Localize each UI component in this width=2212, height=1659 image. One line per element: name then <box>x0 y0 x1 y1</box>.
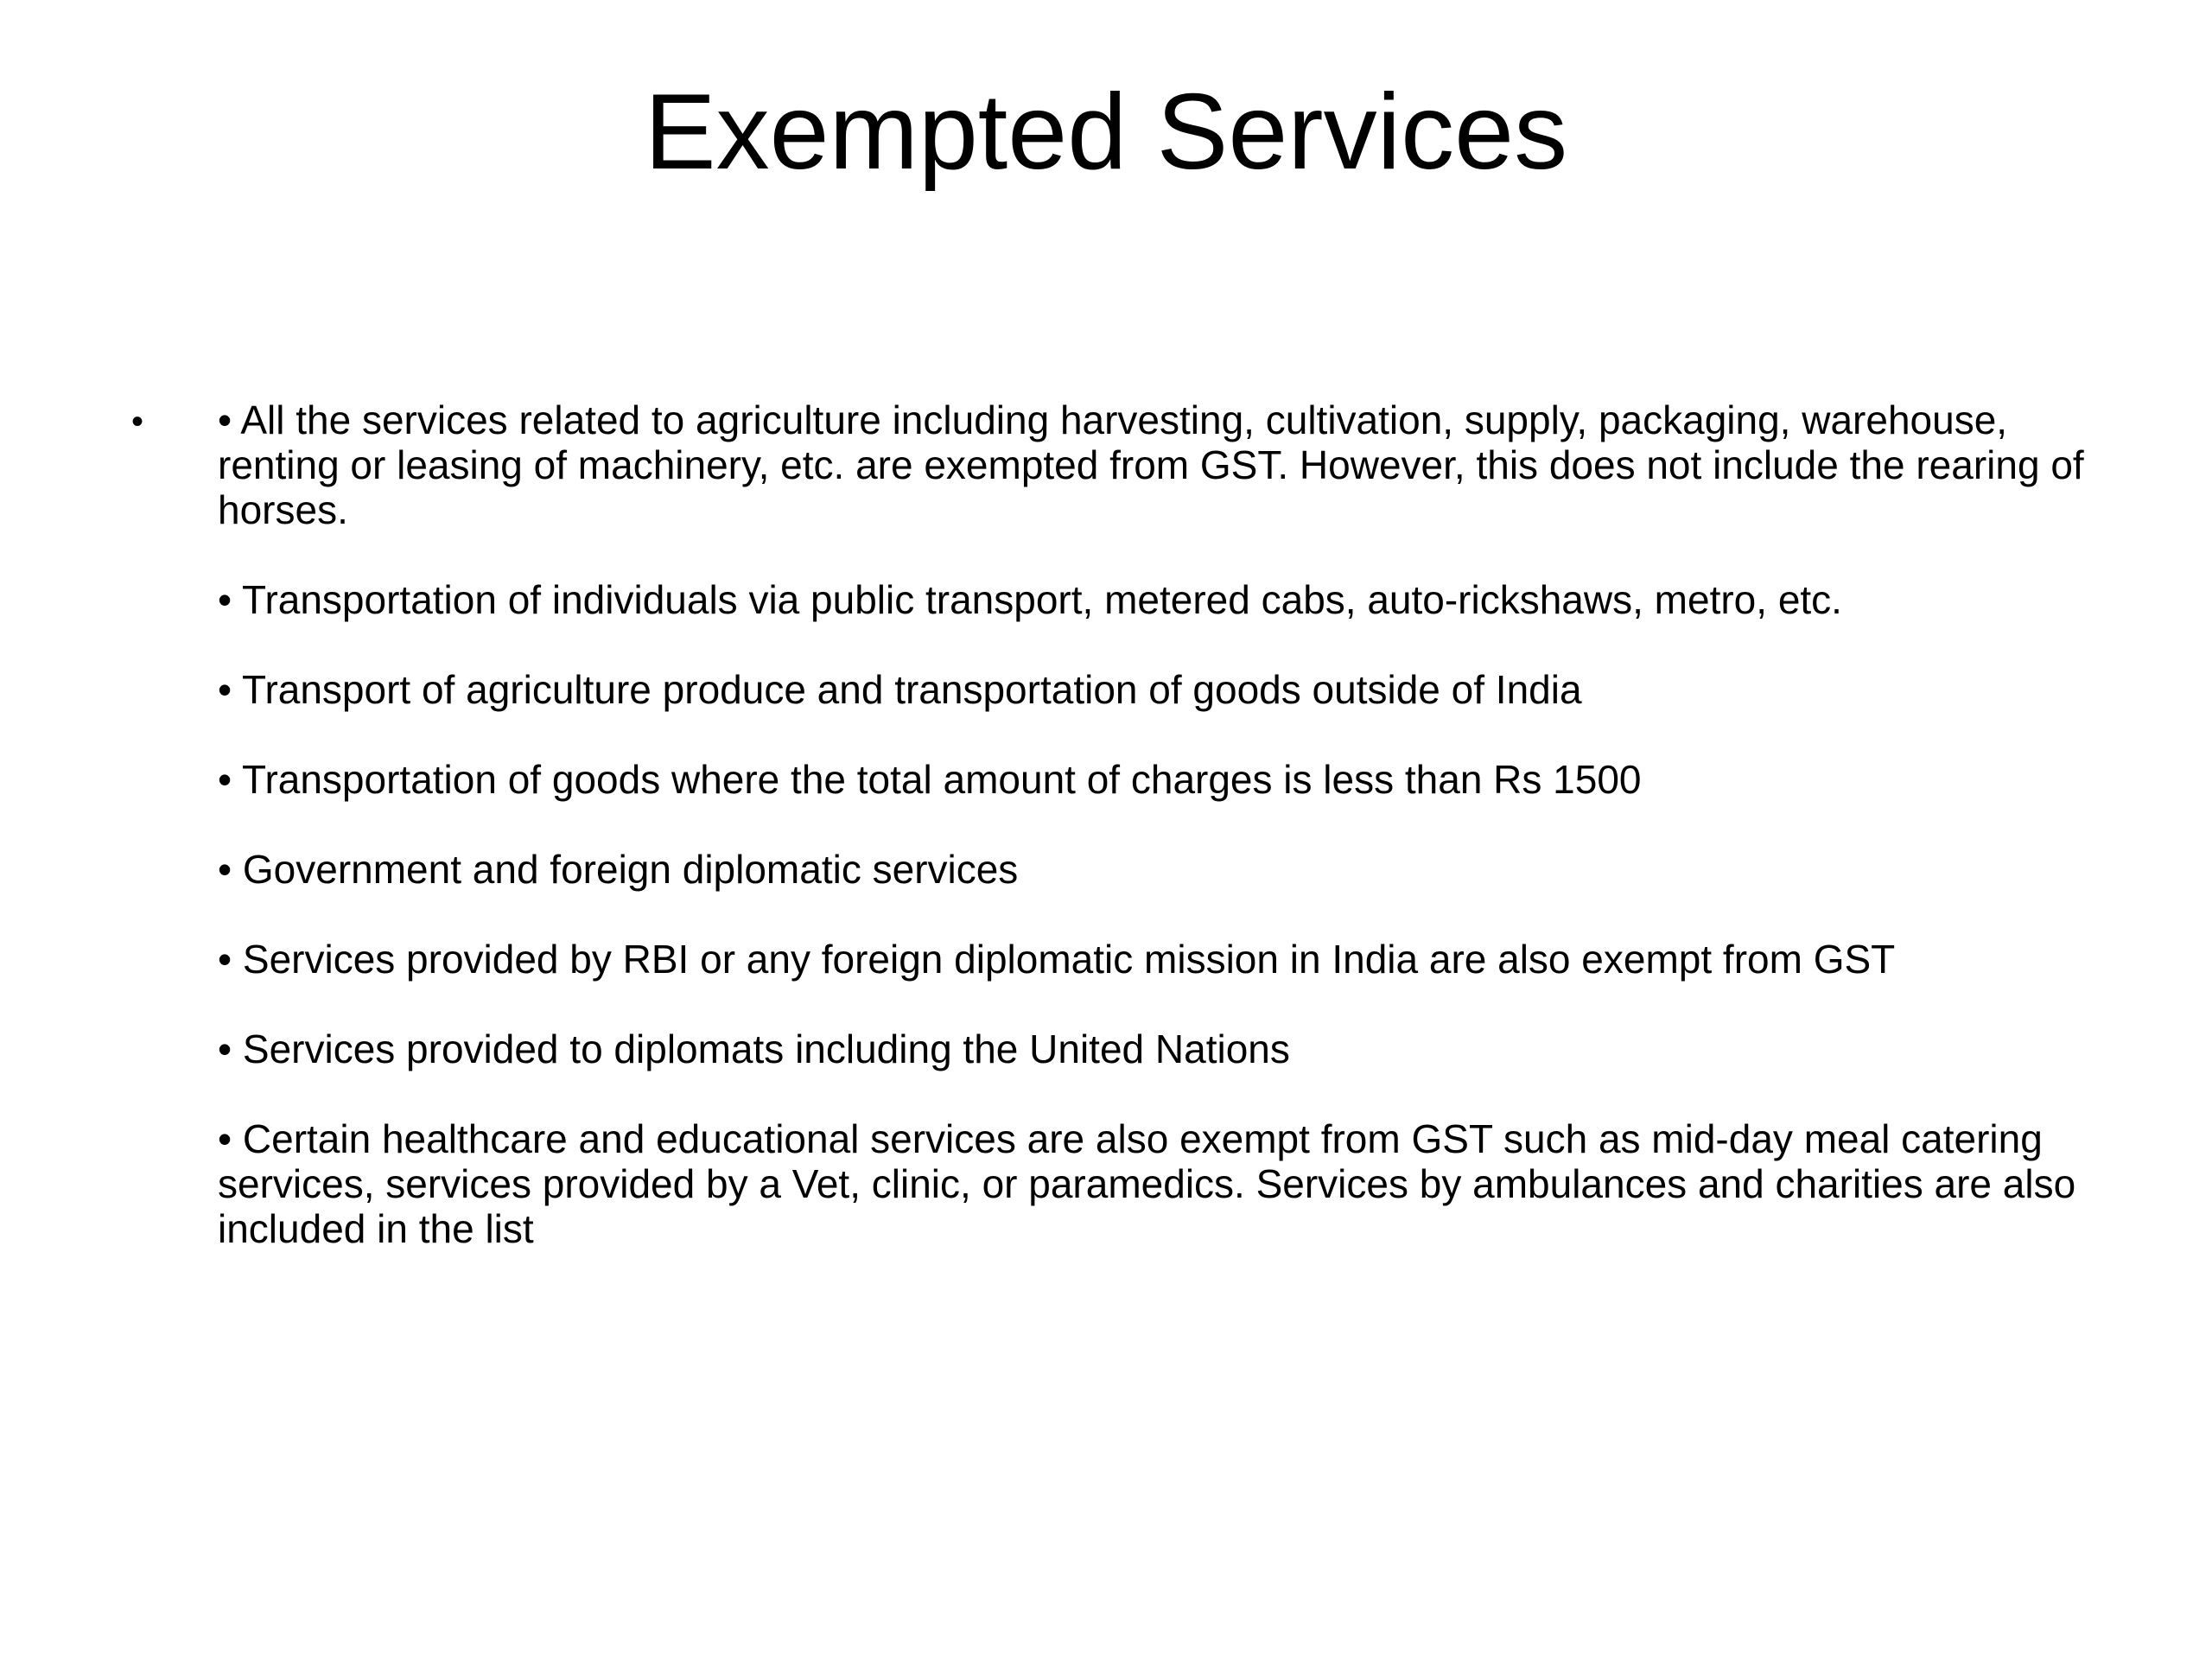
bullet-rbi-diplomatic-mission: • Services provided by RBI or any foreign diplomatic mission in India are also exempt from GST <box>218 937 1896 982</box>
outer-bullet: • <box>131 403 144 441</box>
bullet-healthcare-education: • Certain healthcare and educational services are also exempt from GST such as mid-day meal catering services, services provided by a Vet, clinic, or paramedics. Services by ambulances and charities are also included in the list <box>218 1116 2076 1251</box>
bullet-individual-transport: • Transportation of individuals via public transport, metered cabs, auto-rickshaws, metro, etc. <box>218 577 1842 622</box>
slide-body <box>218 397 2084 1296</box>
slide-title: Exempted Services <box>644 73 1568 192</box>
bullet-agriculture-produce-transport: • Transport of agriculture produce and transportation of goods outside of India <box>218 667 1582 712</box>
bullet-goods-transport-charges: • Transportation of goods where the total amount of charges is less than Rs 1500 <box>218 757 1642 802</box>
bullet-government-diplomatic: • Government and foreign diplomatic services <box>218 847 1019 892</box>
bullet-agriculture-services: • All the services related to agriculture including harvesting, cultivation, supply, packaging, warehouse, renting or leasing of machinery, etc. are exempted from GST. However, this does not include the rearing of horses. <box>218 397 2084 532</box>
bullet-diplomats-un: • Services provided to diplomats including the United Nations <box>218 1027 1290 1071</box>
